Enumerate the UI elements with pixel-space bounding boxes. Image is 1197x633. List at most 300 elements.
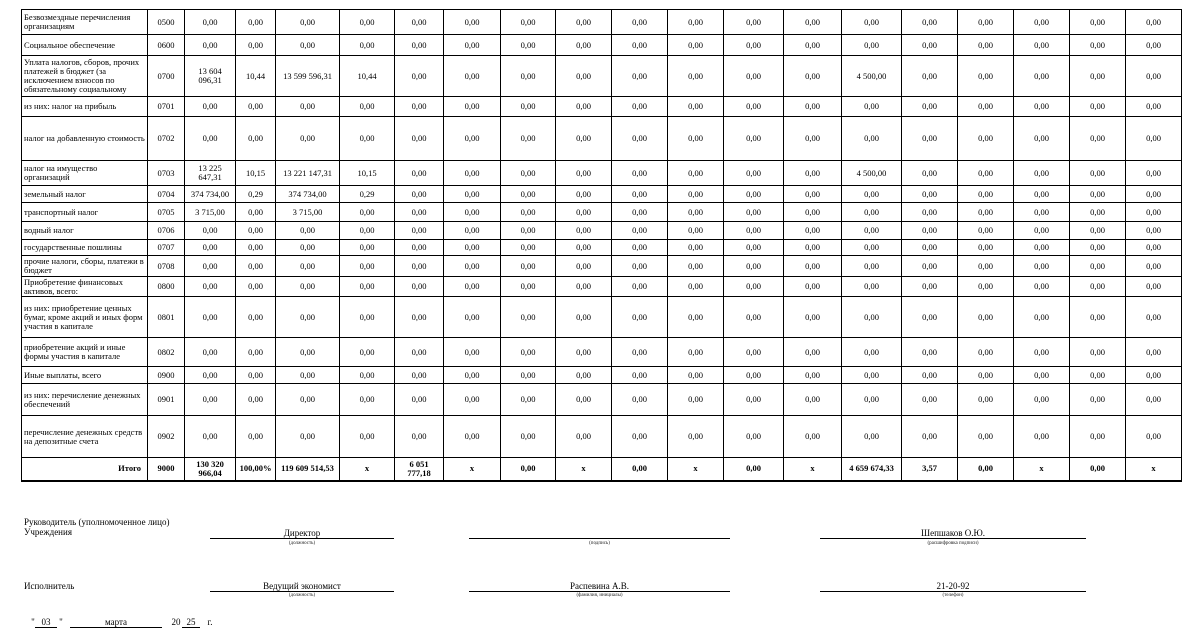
cell-col-8: 0,00 xyxy=(444,203,501,222)
row-code: 0705 xyxy=(148,203,185,222)
row-name: из них: налог на прибыль xyxy=(22,97,148,117)
cell-col-7: 0,00 xyxy=(395,186,444,203)
cell-col-10: 0,00 xyxy=(556,367,612,384)
cell-col-18: 0,00 xyxy=(1014,384,1070,416)
cell-col-17: 0,00 xyxy=(958,35,1014,56)
cell-col-3: 0,00 xyxy=(185,384,236,416)
executor-name: Распевина А.В. xyxy=(570,581,629,591)
row-name: из них: приобретение ценных бумаг, кроме акций и иных форм участия в капитале xyxy=(22,297,148,338)
cell-col-10: 0,00 xyxy=(556,338,612,367)
cell-col-6: 0,29 xyxy=(340,186,395,203)
cell-col-12: 0,00 xyxy=(668,186,724,203)
table-row xyxy=(22,56,1182,97)
cell-col-11: 0,00 xyxy=(612,367,668,384)
cell-col-11: 0,00 xyxy=(612,56,668,97)
cell-col-12: 0,00 xyxy=(668,97,724,117)
cell-col-18: 0,00 xyxy=(1014,203,1070,222)
cell-col-6: 0,00 xyxy=(340,10,395,35)
cell-col-15: 0,00 xyxy=(842,416,902,458)
cell-col-9: 0,00 xyxy=(501,458,556,481)
cell-col-18: 0,00 xyxy=(1014,117,1070,161)
cell-col-13: 0,00 xyxy=(724,10,784,35)
cell-col-14: x xyxy=(784,458,842,481)
cell-col-9: 0,00 xyxy=(501,35,556,56)
cell-col-20: 0,00 xyxy=(1126,117,1182,161)
row-name: из них: перечисление денежных обеспечений xyxy=(22,384,148,416)
table-row xyxy=(22,384,1182,416)
cell-col-3: 0,00 xyxy=(185,338,236,367)
cell-col-14: 0,00 xyxy=(784,277,842,297)
row-name: налог на имущество организаций xyxy=(22,161,148,186)
executor-phone-caption: (телефон) xyxy=(942,593,964,598)
cell-col-11: 0,00 xyxy=(612,203,668,222)
cell-col-12: 0,00 xyxy=(668,56,724,97)
cell-col-20: 0,00 xyxy=(1126,203,1182,222)
executor-label: Исполнитель xyxy=(24,581,75,591)
cell-col-4: 10,44 xyxy=(236,56,276,97)
cell-col-16: 0,00 xyxy=(902,56,958,97)
row-name: Безвозмездные перечисления организациям xyxy=(22,10,148,35)
cell-col-13: 0,00 xyxy=(724,35,784,56)
cell-col-17: 0,00 xyxy=(958,367,1014,384)
cell-col-13: 0,00 xyxy=(724,416,784,458)
cell-col-20: 0,00 xyxy=(1126,384,1182,416)
cell-col-20: 0,00 xyxy=(1126,161,1182,186)
table-row xyxy=(22,222,1182,240)
row-code: 0802 xyxy=(148,338,185,367)
cell-col-4: 0,29 xyxy=(236,186,276,203)
report-table-wrapper xyxy=(21,9,1182,482)
report-table xyxy=(21,9,1182,482)
head-position-caption: (должность) xyxy=(288,541,316,546)
row-code: 0900 xyxy=(148,367,185,384)
table-row xyxy=(22,297,1182,338)
cell-col-17: 0,00 xyxy=(958,384,1014,416)
cell-col-11: 0,00 xyxy=(612,384,668,416)
table-row xyxy=(22,161,1182,186)
cell-col-8: 0,00 xyxy=(444,10,501,35)
cell-col-4: 0,00 xyxy=(236,256,276,277)
row-code: 0704 xyxy=(148,186,185,203)
cell-col-4: 10,15 xyxy=(236,161,276,186)
cell-col-20: 0,00 xyxy=(1126,338,1182,367)
cell-col-5: 374 734,00 xyxy=(276,186,340,203)
cell-col-19: 0,00 xyxy=(1070,416,1126,458)
cell-col-6: x xyxy=(340,458,395,481)
cell-col-8: 0,00 xyxy=(444,161,501,186)
cell-col-18: 0,00 xyxy=(1014,416,1070,458)
cell-col-13: 0,00 xyxy=(724,458,784,481)
cell-col-6: 0,00 xyxy=(340,97,395,117)
cell-col-17: 0,00 xyxy=(958,240,1014,256)
cell-col-7: 0,00 xyxy=(395,240,444,256)
cell-col-15: 0,00 xyxy=(842,384,902,416)
cell-col-3: 0,00 xyxy=(185,367,236,384)
table-row xyxy=(22,10,1182,35)
cell-col-12: 0,00 xyxy=(668,240,724,256)
row-name: государственные пошлины xyxy=(22,240,148,256)
cell-col-12: 0,00 xyxy=(668,338,724,367)
cell-col-9: 0,00 xyxy=(501,297,556,338)
cell-col-19: 0,00 xyxy=(1070,97,1126,117)
cell-col-12: 0,00 xyxy=(668,117,724,161)
executor-name-line xyxy=(469,591,730,592)
cell-col-16: 0,00 xyxy=(902,240,958,256)
row-name: налог на добавленную стоимость xyxy=(22,117,148,161)
cell-col-4: 100,00% xyxy=(236,458,276,481)
cell-col-16: 0,00 xyxy=(902,297,958,338)
cell-col-3: 0,00 xyxy=(185,256,236,277)
cell-col-19: 0,00 xyxy=(1070,458,1126,481)
cell-col-8: 0,00 xyxy=(444,384,501,416)
cell-col-9: 0,00 xyxy=(501,240,556,256)
row-name: Приобретение финансовых активов, всего: xyxy=(22,277,148,297)
cell-col-10: 0,00 xyxy=(556,97,612,117)
cell-col-19: 0,00 xyxy=(1070,35,1126,56)
cell-col-6: 10,15 xyxy=(340,161,395,186)
head-name-caption: (расшифровка подписи) xyxy=(927,541,979,546)
cell-col-9: 0,00 xyxy=(501,256,556,277)
date-year-unit: г. xyxy=(207,617,213,627)
cell-col-12: 0,00 xyxy=(668,256,724,277)
cell-col-12: 0,00 xyxy=(668,367,724,384)
cell-col-14: 0,00 xyxy=(784,97,842,117)
cell-col-20: 0,00 xyxy=(1126,256,1182,277)
cell-col-17: 0,00 xyxy=(958,458,1014,481)
cell-col-9: 0,00 xyxy=(501,367,556,384)
cell-col-4: 0,00 xyxy=(236,35,276,56)
cell-col-6: 0,00 xyxy=(340,203,395,222)
cell-col-14: 0,00 xyxy=(784,240,842,256)
cell-col-13: 0,00 xyxy=(724,161,784,186)
cell-col-19: 0,00 xyxy=(1070,367,1126,384)
cell-col-8: 0,00 xyxy=(444,222,501,240)
cell-col-15: 0,00 xyxy=(842,222,902,240)
cell-col-15: 0,00 xyxy=(842,97,902,117)
cell-col-15: 0,00 xyxy=(842,186,902,203)
row-name: Иные выплаты, всего xyxy=(22,367,148,384)
cell-col-14: 0,00 xyxy=(784,203,842,222)
cell-col-3: 13 225 647,31 xyxy=(185,161,236,186)
cell-col-20: x xyxy=(1126,458,1182,481)
cell-col-5: 0,00 xyxy=(276,10,340,35)
row-name: прочие налоги, сборы, платежи в бюджет xyxy=(22,256,148,277)
cell-col-17: 0,00 xyxy=(958,56,1014,97)
executor-phone: 21-20-92 xyxy=(936,581,970,591)
cell-col-14: 0,00 xyxy=(784,186,842,203)
row-name: Уплата налогов, сборов, прочих платежей в бюджет (за исключением взносов по обязательному социальному xyxy=(22,56,148,97)
cell-col-3: 374 734,00 xyxy=(185,186,236,203)
cell-col-7: 0,00 xyxy=(395,56,444,97)
cell-col-10: 0,00 xyxy=(556,203,612,222)
cell-col-10: 0,00 xyxy=(556,35,612,56)
head-signature-caption: (подпись) xyxy=(589,541,610,546)
cell-col-18: 0,00 xyxy=(1014,367,1070,384)
row-code: 0600 xyxy=(148,35,185,56)
table-row xyxy=(22,240,1182,256)
cell-col-19: 0,00 xyxy=(1070,117,1126,161)
cell-col-15: 0,00 xyxy=(842,35,902,56)
row-code: 0707 xyxy=(148,240,185,256)
cell-col-18: 0,00 xyxy=(1014,297,1070,338)
cell-col-5: 0,00 xyxy=(276,338,340,367)
cell-col-18: 0,00 xyxy=(1014,277,1070,297)
cell-col-6: 0,00 xyxy=(340,338,395,367)
cell-col-18: x xyxy=(1014,458,1070,481)
cell-col-4: 0,00 xyxy=(236,297,276,338)
cell-col-4: 0,00 xyxy=(236,203,276,222)
cell-col-9: 0,00 xyxy=(501,416,556,458)
date-day-line xyxy=(35,627,57,628)
cell-col-15: 0,00 xyxy=(842,367,902,384)
cell-col-6: 0,00 xyxy=(340,222,395,240)
cell-col-20: 0,00 xyxy=(1126,240,1182,256)
cell-col-16: 0,00 xyxy=(902,117,958,161)
cell-col-6: 0,00 xyxy=(340,240,395,256)
cell-col-15: 4 500,00 xyxy=(842,56,902,97)
cell-col-13: 0,00 xyxy=(724,277,784,297)
cell-col-9: 0,00 xyxy=(501,203,556,222)
cell-col-5: 0,00 xyxy=(276,277,340,297)
cell-col-6: 0,00 xyxy=(340,384,395,416)
cell-col-12: 0,00 xyxy=(668,203,724,222)
cell-col-15: 4 659 674,33 xyxy=(842,458,902,481)
cell-col-5: 13 221 147,31 xyxy=(276,161,340,186)
cell-col-13: 0,00 xyxy=(724,240,784,256)
date-month: марта xyxy=(104,617,128,627)
cell-col-5: 0,00 xyxy=(276,297,340,338)
cell-col-14: 0,00 xyxy=(784,384,842,416)
date-day: 03 xyxy=(41,617,51,627)
cell-col-14: 0,00 xyxy=(784,338,842,367)
cell-col-16: 0,00 xyxy=(902,384,958,416)
cell-col-3: 0,00 xyxy=(185,222,236,240)
row-code: 0901 xyxy=(148,384,185,416)
cell-col-15: 0,00 xyxy=(842,117,902,161)
table-row xyxy=(22,277,1182,297)
table-row xyxy=(22,35,1182,56)
cell-col-20: 0,00 xyxy=(1126,56,1182,97)
cell-col-8: 0,00 xyxy=(444,240,501,256)
cell-col-7: 0,00 xyxy=(395,256,444,277)
cell-col-7: 0,00 xyxy=(395,222,444,240)
row-code: 0701 xyxy=(148,97,185,117)
cell-col-5: 0,00 xyxy=(276,384,340,416)
cell-col-18: 0,00 xyxy=(1014,186,1070,203)
cell-col-11: 0,00 xyxy=(612,186,668,203)
cell-col-4: 0,00 xyxy=(236,222,276,240)
cell-col-11: 0,00 xyxy=(612,297,668,338)
cell-col-4: 0,00 xyxy=(236,338,276,367)
cell-col-20: 0,00 xyxy=(1126,186,1182,203)
cell-col-3: 0,00 xyxy=(185,416,236,458)
cell-col-12: x xyxy=(668,458,724,481)
cell-col-11: 0,00 xyxy=(612,97,668,117)
cell-col-16: 0,00 xyxy=(902,367,958,384)
cell-col-13: 0,00 xyxy=(724,384,784,416)
cell-col-3: 0,00 xyxy=(185,35,236,56)
cell-col-11: 0,00 xyxy=(612,256,668,277)
cell-col-18: 0,00 xyxy=(1014,56,1070,97)
cell-col-15: 0,00 xyxy=(842,10,902,35)
cell-col-9: 0,00 xyxy=(501,338,556,367)
cell-col-5: 0,00 xyxy=(276,416,340,458)
cell-col-13: 0,00 xyxy=(724,338,784,367)
cell-col-17: 0,00 xyxy=(958,117,1014,161)
cell-col-5: 119 609 514,53 xyxy=(276,458,340,481)
total-row xyxy=(22,458,1182,481)
cell-col-10: 0,00 xyxy=(556,186,612,203)
cell-col-7: 0,00 xyxy=(395,384,444,416)
cell-col-13: 0,00 xyxy=(724,203,784,222)
cell-col-9: 0,00 xyxy=(501,97,556,117)
cell-col-16: 0,00 xyxy=(902,97,958,117)
date-year-prefix: 20 xyxy=(171,617,181,627)
cell-col-8: 0,00 xyxy=(444,35,501,56)
head-position: Директор xyxy=(283,528,321,538)
cell-col-8: 0,00 xyxy=(444,367,501,384)
cell-col-14: 0,00 xyxy=(784,117,842,161)
cell-col-6: 0,00 xyxy=(340,35,395,56)
cell-col-13: 0,00 xyxy=(724,186,784,203)
row-name: Итого xyxy=(22,458,148,481)
table-row xyxy=(22,203,1182,222)
cell-col-14: 0,00 xyxy=(784,256,842,277)
cell-col-7: 0,00 xyxy=(395,297,444,338)
cell-col-18: 0,00 xyxy=(1014,10,1070,35)
cell-col-5: 0,00 xyxy=(276,222,340,240)
cell-col-17: 0,00 xyxy=(958,203,1014,222)
date-year-line xyxy=(182,627,200,628)
cell-col-10: 0,00 xyxy=(556,297,612,338)
cell-col-11: 0,00 xyxy=(612,416,668,458)
head-label: Руководитель (уполномоченное лицо) Учреждения xyxy=(24,517,170,537)
cell-col-18: 0,00 xyxy=(1014,35,1070,56)
cell-col-5: 0,00 xyxy=(276,35,340,56)
cell-col-18: 0,00 xyxy=(1014,222,1070,240)
cell-col-17: 0,00 xyxy=(958,10,1014,35)
cell-col-10: 0,00 xyxy=(556,56,612,97)
table-row xyxy=(22,256,1182,277)
row-code: 0902 xyxy=(148,416,185,458)
cell-col-14: 0,00 xyxy=(784,367,842,384)
cell-col-20: 0,00 xyxy=(1126,297,1182,338)
row-name: приобретение акций и иные формы участия в капитале xyxy=(22,338,148,367)
cell-col-16: 0,00 xyxy=(902,161,958,186)
head-name-line xyxy=(820,538,1086,539)
cell-col-11: 0,00 xyxy=(612,338,668,367)
cell-col-3: 130 320 966,04 xyxy=(185,458,236,481)
cell-col-4: 0,00 xyxy=(236,277,276,297)
cell-col-7: 0,00 xyxy=(395,367,444,384)
cell-col-11: 0,00 xyxy=(612,240,668,256)
cell-col-12: 0,00 xyxy=(668,297,724,338)
cell-col-3: 0,00 xyxy=(185,117,236,161)
cell-col-8: 0,00 xyxy=(444,117,501,161)
cell-col-18: 0,00 xyxy=(1014,161,1070,186)
cell-col-8: x xyxy=(444,458,501,481)
cell-col-12: 0,00 xyxy=(668,10,724,35)
cell-col-3: 3 715,00 xyxy=(185,203,236,222)
cell-col-14: 0,00 xyxy=(784,297,842,338)
head-name: Шепшаков О.Ю. xyxy=(921,528,985,538)
cell-col-15: 0,00 xyxy=(842,240,902,256)
cell-col-17: 0,00 xyxy=(958,256,1014,277)
cell-col-8: 0,00 xyxy=(444,56,501,97)
head-signature-line xyxy=(469,538,730,539)
cell-col-8: 0,00 xyxy=(444,277,501,297)
cell-col-9: 0,00 xyxy=(501,277,556,297)
cell-col-5: 13 599 596,31 xyxy=(276,56,340,97)
cell-col-12: 0,00 xyxy=(668,222,724,240)
cell-col-16: 0,00 xyxy=(902,222,958,240)
cell-col-4: 0,00 xyxy=(236,97,276,117)
cell-col-12: 0,00 xyxy=(668,416,724,458)
cell-col-8: 0,00 xyxy=(444,186,501,203)
table-row xyxy=(22,97,1182,117)
cell-col-16: 0,00 xyxy=(902,338,958,367)
row-name: Социальное обеспечение xyxy=(22,35,148,56)
date-year-suffix: 25 xyxy=(186,617,196,627)
row-code: 0700 xyxy=(148,56,185,97)
cell-col-19: 0,00 xyxy=(1070,222,1126,240)
cell-col-5: 0,00 xyxy=(276,367,340,384)
executor-position: Ведущий экономист xyxy=(263,581,341,591)
cell-col-20: 0,00 xyxy=(1126,35,1182,56)
cell-col-8: 0,00 xyxy=(444,297,501,338)
cell-col-19: 0,00 xyxy=(1070,297,1126,338)
cell-col-13: 0,00 xyxy=(724,256,784,277)
cell-col-16: 0,00 xyxy=(902,256,958,277)
cell-col-6: 0,00 xyxy=(340,256,395,277)
cell-col-7: 0,00 xyxy=(395,416,444,458)
cell-col-20: 0,00 xyxy=(1126,10,1182,35)
cell-col-8: 0,00 xyxy=(444,416,501,458)
table-row xyxy=(22,367,1182,384)
table-row xyxy=(22,117,1182,161)
date-quote-open: " xyxy=(31,617,35,627)
cell-col-10: x xyxy=(556,458,612,481)
cell-col-14: 0,00 xyxy=(784,416,842,458)
cell-col-15: 0,00 xyxy=(842,203,902,222)
cell-col-13: 0,00 xyxy=(724,367,784,384)
cell-col-9: 0,00 xyxy=(501,117,556,161)
cell-col-5: 3 715,00 xyxy=(276,203,340,222)
row-code: 0702 xyxy=(148,117,185,161)
cell-col-8: 0,00 xyxy=(444,338,501,367)
cell-col-10: 0,00 xyxy=(556,117,612,161)
cell-col-5: 0,00 xyxy=(276,117,340,161)
row-code: 0801 xyxy=(148,297,185,338)
cell-col-9: 0,00 xyxy=(501,56,556,97)
executor-phone-line xyxy=(820,591,1086,592)
table-row xyxy=(22,416,1182,458)
cell-col-6: 0,00 xyxy=(340,416,395,458)
cell-col-17: 0,00 xyxy=(958,97,1014,117)
row-code: 0706 xyxy=(148,222,185,240)
cell-col-17: 0,00 xyxy=(958,297,1014,338)
head-position-line xyxy=(210,538,394,539)
cell-col-6: 0,00 xyxy=(340,367,395,384)
cell-col-6: 0,00 xyxy=(340,277,395,297)
cell-col-17: 0,00 xyxy=(958,161,1014,186)
executor-position-caption: (должность) xyxy=(288,593,316,598)
cell-col-7: 0,00 xyxy=(395,97,444,117)
cell-col-10: 0,00 xyxy=(556,416,612,458)
cell-col-19: 0,00 xyxy=(1070,10,1126,35)
cell-col-8: 0,00 xyxy=(444,97,501,117)
cell-col-4: 0,00 xyxy=(236,10,276,35)
